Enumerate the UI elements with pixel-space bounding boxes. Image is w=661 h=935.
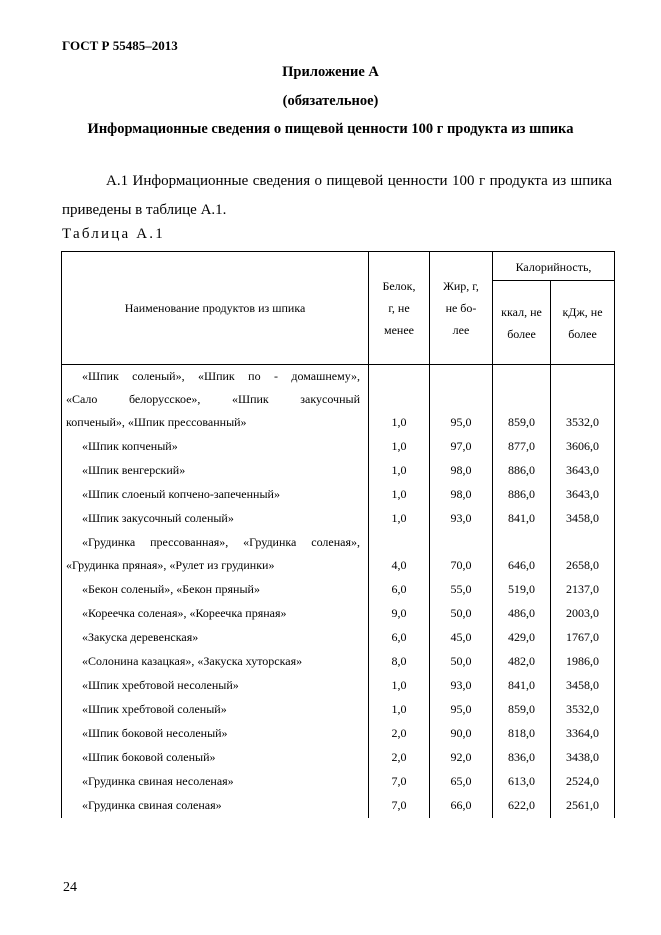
value-cell-fat: 65,0	[430, 770, 493, 794]
value-cell-protein: 4,0	[369, 531, 430, 578]
value-cell-kj: 1767,0	[551, 626, 615, 650]
table-row	[62, 602, 615, 626]
value-cell-kj: 2137,0	[551, 578, 615, 602]
value-cell-protein: 1,0	[369, 507, 430, 531]
value-cell-kcal: 877,0	[493, 435, 551, 459]
product-name-line: «Шпик закусочный соленый»	[82, 511, 234, 525]
value-cell-kcal: 886,0	[493, 459, 551, 483]
table-row	[62, 459, 615, 483]
value-cell-kcal: 841,0	[493, 507, 551, 531]
value-cell-fat: 50,0	[430, 602, 493, 626]
value-cell-fat: 93,0	[430, 674, 493, 698]
value-cell-fat: 98,0	[430, 459, 493, 483]
value-cell-kj: 2561,0	[551, 794, 615, 818]
value-cell-fat: 55,0	[430, 578, 493, 602]
value-cell-kcal: 841,0	[493, 674, 551, 698]
table-row	[62, 578, 615, 602]
product-name-line: «Шпик слоеный копчено-запеченный»	[82, 487, 280, 501]
value-cell-kj: 2524,0	[551, 770, 615, 794]
product-name-line: «Бекон соленый», «Бекон пряный»	[82, 582, 260, 596]
value-cell-kcal: 622,0	[493, 794, 551, 818]
product-name-line: «Закуска деревенская»	[82, 630, 199, 644]
product-name-line: «Сало белорусское», «Шпик закусочный	[66, 392, 360, 406]
value-cell-protein: 7,0	[369, 770, 430, 794]
value-cell-protein: 1,0	[369, 459, 430, 483]
appendix-status: (обязательное)	[282, 93, 379, 109]
value-cell-protein: 1,0	[369, 674, 430, 698]
value-cell-kcal: 859,0	[493, 698, 551, 722]
value-cell-kj: 2003,0	[551, 602, 615, 626]
product-name-cell	[62, 507, 369, 531]
column-header-protein-line: Белок,	[382, 279, 416, 293]
value-cell-fat: 93,0	[430, 507, 493, 531]
product-name-line: «Шпик боковой соленый»	[82, 750, 216, 764]
product-name-cell	[62, 770, 369, 794]
table-row	[62, 435, 615, 459]
product-name-cell	[62, 626, 369, 650]
table-row	[62, 650, 615, 674]
value-cell-kj: 1986,0	[551, 650, 615, 674]
nutrition-table	[61, 251, 615, 818]
value-cell-kj: 3458,0	[551, 507, 615, 531]
table-row	[62, 770, 615, 794]
value-cell-fat: 90,0	[430, 722, 493, 746]
value-cell-fat: 92,0	[430, 746, 493, 770]
product-name-line: «Грудинка пряная», «Рулет из грудинки»	[66, 558, 275, 572]
table-row	[62, 674, 615, 698]
value-cell-protein: 1,0	[369, 365, 430, 435]
product-name-cell	[62, 746, 369, 770]
product-name-line: «Солонина казацкая», «Закуска хуторская»	[82, 654, 303, 668]
value-cell-kj: 3643,0	[551, 459, 615, 483]
value-cell-kj: 3532,0	[551, 365, 615, 435]
product-name-line: «Грудинка свиная соленая»	[82, 798, 222, 812]
product-name-line: «Шпик хребтовой соленый»	[82, 702, 227, 716]
product-name-cell	[62, 698, 369, 722]
value-cell-kj: 3364,0	[551, 722, 615, 746]
appendix-heading: Информационные сведения о пищевой ценности 100 г продукта из шпика	[87, 121, 574, 137]
product-name-cell	[62, 459, 369, 483]
value-cell-protein: 8,0	[369, 650, 430, 674]
table-row	[62, 722, 615, 746]
value-cell-protein: 9,0	[369, 602, 430, 626]
product-name-line: «Шпик соленый», «Шпик по - домашнему»,	[82, 369, 360, 383]
product-name-cell	[62, 365, 369, 435]
column-header-kj-line: более	[568, 326, 597, 341]
table-row	[62, 483, 615, 507]
column-header-calories: Калорийность,	[493, 252, 615, 281]
value-cell-fat: 66,0	[430, 794, 493, 818]
product-name-cell	[62, 794, 369, 818]
value-cell-fat: 97,0	[430, 435, 493, 459]
value-cell-protein: 1,0	[369, 435, 430, 459]
value-cell-protein: 7,0	[369, 794, 430, 818]
value-cell-kcal: 818,0	[493, 722, 551, 746]
product-name-cell	[62, 722, 369, 746]
column-header-kcal	[493, 281, 551, 365]
table-caption: Таблица А.1	[62, 226, 165, 242]
appendix-title: Приложение А	[282, 64, 379, 80]
column-header-protein-line: г, не	[388, 301, 410, 315]
value-cell-kcal: 613,0	[493, 770, 551, 794]
value-cell-fat: 70,0	[430, 531, 493, 578]
table-row	[62, 507, 615, 531]
column-header-fat-line: Жир, г,	[443, 279, 479, 293]
value-cell-kcal: 519,0	[493, 578, 551, 602]
value-cell-kj: 3458,0	[551, 674, 615, 698]
table-row	[62, 365, 615, 435]
column-header-name: Наименование продуктов из шпика	[62, 252, 369, 365]
table-row	[62, 626, 615, 650]
intro-paragraph: А.1 Информационные сведения о пищевой ценности 100 г продукта из шпика приведены в таблице А.1.	[62, 173, 612, 218]
value-cell-fat: 98,0	[430, 483, 493, 507]
product-name-cell	[62, 650, 369, 674]
value-cell-fat: 50,0	[430, 650, 493, 674]
value-cell-kcal: 482,0	[493, 650, 551, 674]
value-cell-protein: 1,0	[369, 698, 430, 722]
column-header-kj-line: кДж, не	[562, 304, 603, 319]
value-cell-protein: 1,0	[369, 483, 430, 507]
product-name-cell	[62, 602, 369, 626]
value-cell-kj: 3532,0	[551, 698, 615, 722]
column-header-kcal-line: ккал, не	[501, 304, 542, 319]
value-cell-protein: 2,0	[369, 722, 430, 746]
value-cell-kj: 3643,0	[551, 483, 615, 507]
product-name-line: «Шпик копченый»	[82, 439, 178, 453]
column-header-protein-line: менее	[384, 323, 414, 337]
table-row	[62, 746, 615, 770]
product-name-cell	[62, 483, 369, 507]
page-number: 24	[63, 880, 77, 895]
value-cell-protein: 6,0	[369, 626, 430, 650]
value-cell-fat: 45,0	[430, 626, 493, 650]
product-name-line: «Грудинка свиная несоленая»	[82, 774, 234, 788]
value-cell-kj: 2658,0	[551, 531, 615, 578]
column-header-protein	[369, 252, 430, 365]
value-cell-kj: 3438,0	[551, 746, 615, 770]
value-cell-fat: 95,0	[430, 365, 493, 435]
value-cell-kcal: 836,0	[493, 746, 551, 770]
table-row	[62, 698, 615, 722]
product-name-line: «Кореечка соленая», «Кореечка пряная»	[82, 606, 287, 620]
product-name-cell	[62, 531, 369, 578]
product-name-line: «Грудинка прессованная», «Грудинка соленая»,	[82, 535, 360, 549]
value-cell-kj: 3606,0	[551, 435, 615, 459]
column-header-kcal-line: более	[507, 326, 536, 341]
column-header-kj	[551, 281, 615, 365]
value-cell-kcal: 859,0	[493, 365, 551, 435]
column-header-fat	[430, 252, 493, 365]
product-name-line: «Шпик венгерский»	[82, 463, 186, 477]
value-cell-fat: 95,0	[430, 698, 493, 722]
table-row	[62, 794, 615, 818]
value-cell-kcal: 886,0	[493, 483, 551, 507]
product-name-cell	[62, 578, 369, 602]
value-cell-protein: 2,0	[369, 746, 430, 770]
column-header-fat-line: лее	[452, 323, 470, 337]
value-cell-kcal: 646,0	[493, 531, 551, 578]
product-name-line: «Шпик хребтовой несоленый»	[82, 678, 239, 692]
value-cell-kcal: 429,0	[493, 626, 551, 650]
value-cell-protein: 6,0	[369, 578, 430, 602]
document-code: ГОСТ Р 55485–2013	[62, 38, 178, 53]
column-header-fat-line: не бо-	[445, 301, 477, 315]
product-name-cell	[62, 674, 369, 698]
product-name-cell	[62, 435, 369, 459]
product-name-line: «Шпик боковой несоленый»	[82, 726, 228, 740]
value-cell-kcal: 486,0	[493, 602, 551, 626]
product-name-line: копченый», «Шпик прессованный»	[66, 415, 247, 429]
table-row	[62, 531, 615, 578]
